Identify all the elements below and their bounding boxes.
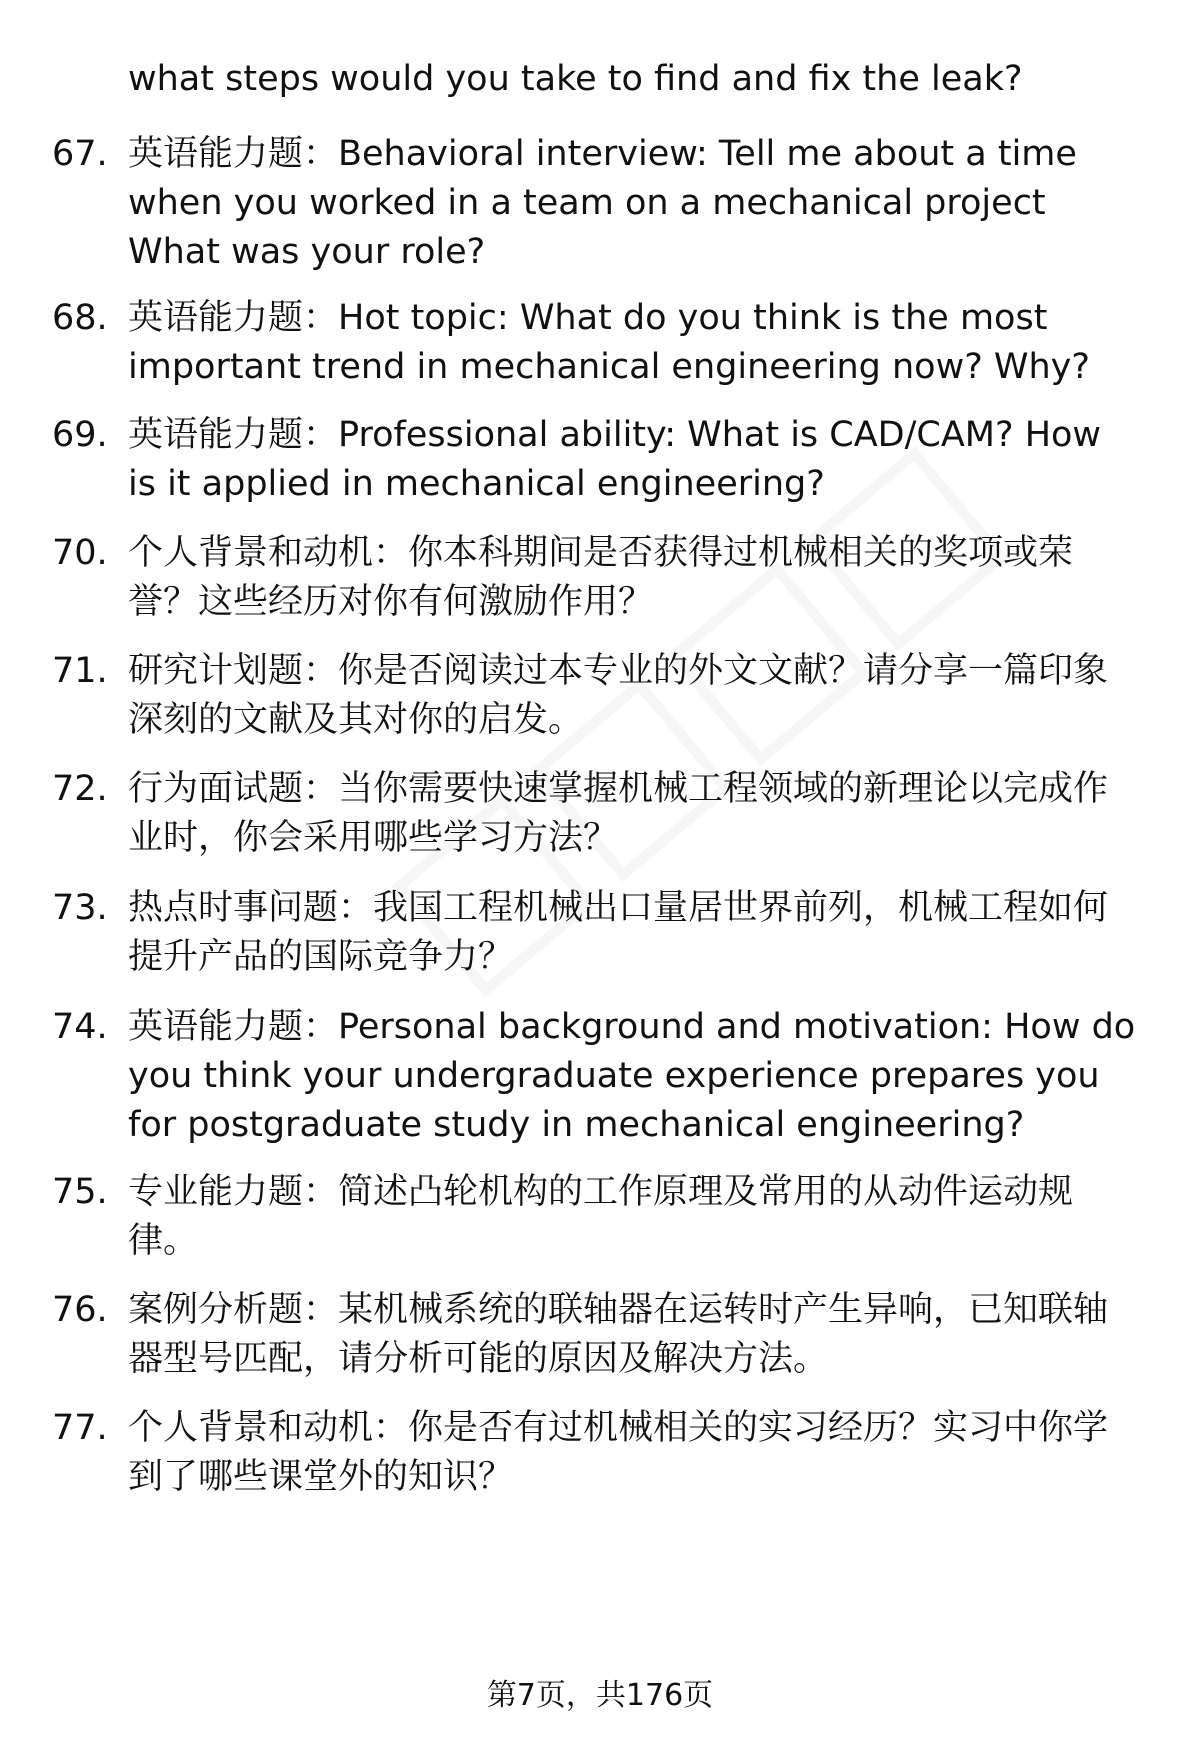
question-number: 71. (52, 651, 108, 691)
question-text: 英语能力题：Hot topic: What do you think is the most important trend in mechanical engineering now? Why? (128, 298, 1090, 387)
question-number: 69. (52, 415, 108, 455)
question-number: 76. (52, 1290, 108, 1330)
question-text: 研究计划题：你是否阅读过本专业的外文文献？请分享一篇印象深刻的文献及其对你的启发。 (128, 651, 1109, 740)
question-text: 案例分析题：某机械系统的联轴器在运转时产生异响，已知联轴器型号匹配，请分析可能的原因及解决方法。 (128, 1290, 1109, 1379)
question-text: 个人背景和动机：你是否有过机械相关的实习经历？实习中你学到了哪些课堂外的知识？ (128, 1408, 1109, 1497)
question-number: 74. (52, 1007, 108, 1047)
question-number: 73. (52, 888, 108, 928)
continuation-text: what steps would you take to find and fix the leak? (128, 59, 1023, 99)
question-text: 个人背景和动机：你本科期间是否获得过机械相关的奖项或荣誉？这些经历对你有何激励作用？ (128, 533, 1074, 622)
question-number: 70. (52, 533, 108, 573)
question-text: 英语能力题：Behavioral interview: Tell me about a time when you worked in a team on a mechanical project What was your role? (128, 134, 1077, 272)
question-number: 72. (52, 769, 108, 809)
question-text: 英语能力题：Personal background and motivation: How do you think your undergraduate experience prepares you for postgraduate study in mechanical engineering? (128, 1007, 1136, 1145)
question-text: 专业能力题：简述凸轮机构的工作原理及常用的从动件运动规律。 (128, 1172, 1074, 1261)
question-number: 77. (52, 1408, 108, 1448)
question-text: 行为面试题：当你需要快速掌握机械工程领域的新理论以完成作业时，你会采用哪些学习方法？ (128, 769, 1109, 858)
question-number: 75. (52, 1172, 108, 1212)
question-number: 68. (52, 298, 108, 338)
question-number: 67. (52, 134, 108, 174)
question-text: 英语能力题：Professional ability: What is CAD/CAM? How is it applied in mechanical engineering? (128, 415, 1102, 504)
question-text: 热点时事问题：我国工程机械出口量居世界前列，机械工程如何提升产品的国际竞争力？ (128, 888, 1109, 977)
page-footer: 第7页，共176页 (486, 1678, 714, 1713)
